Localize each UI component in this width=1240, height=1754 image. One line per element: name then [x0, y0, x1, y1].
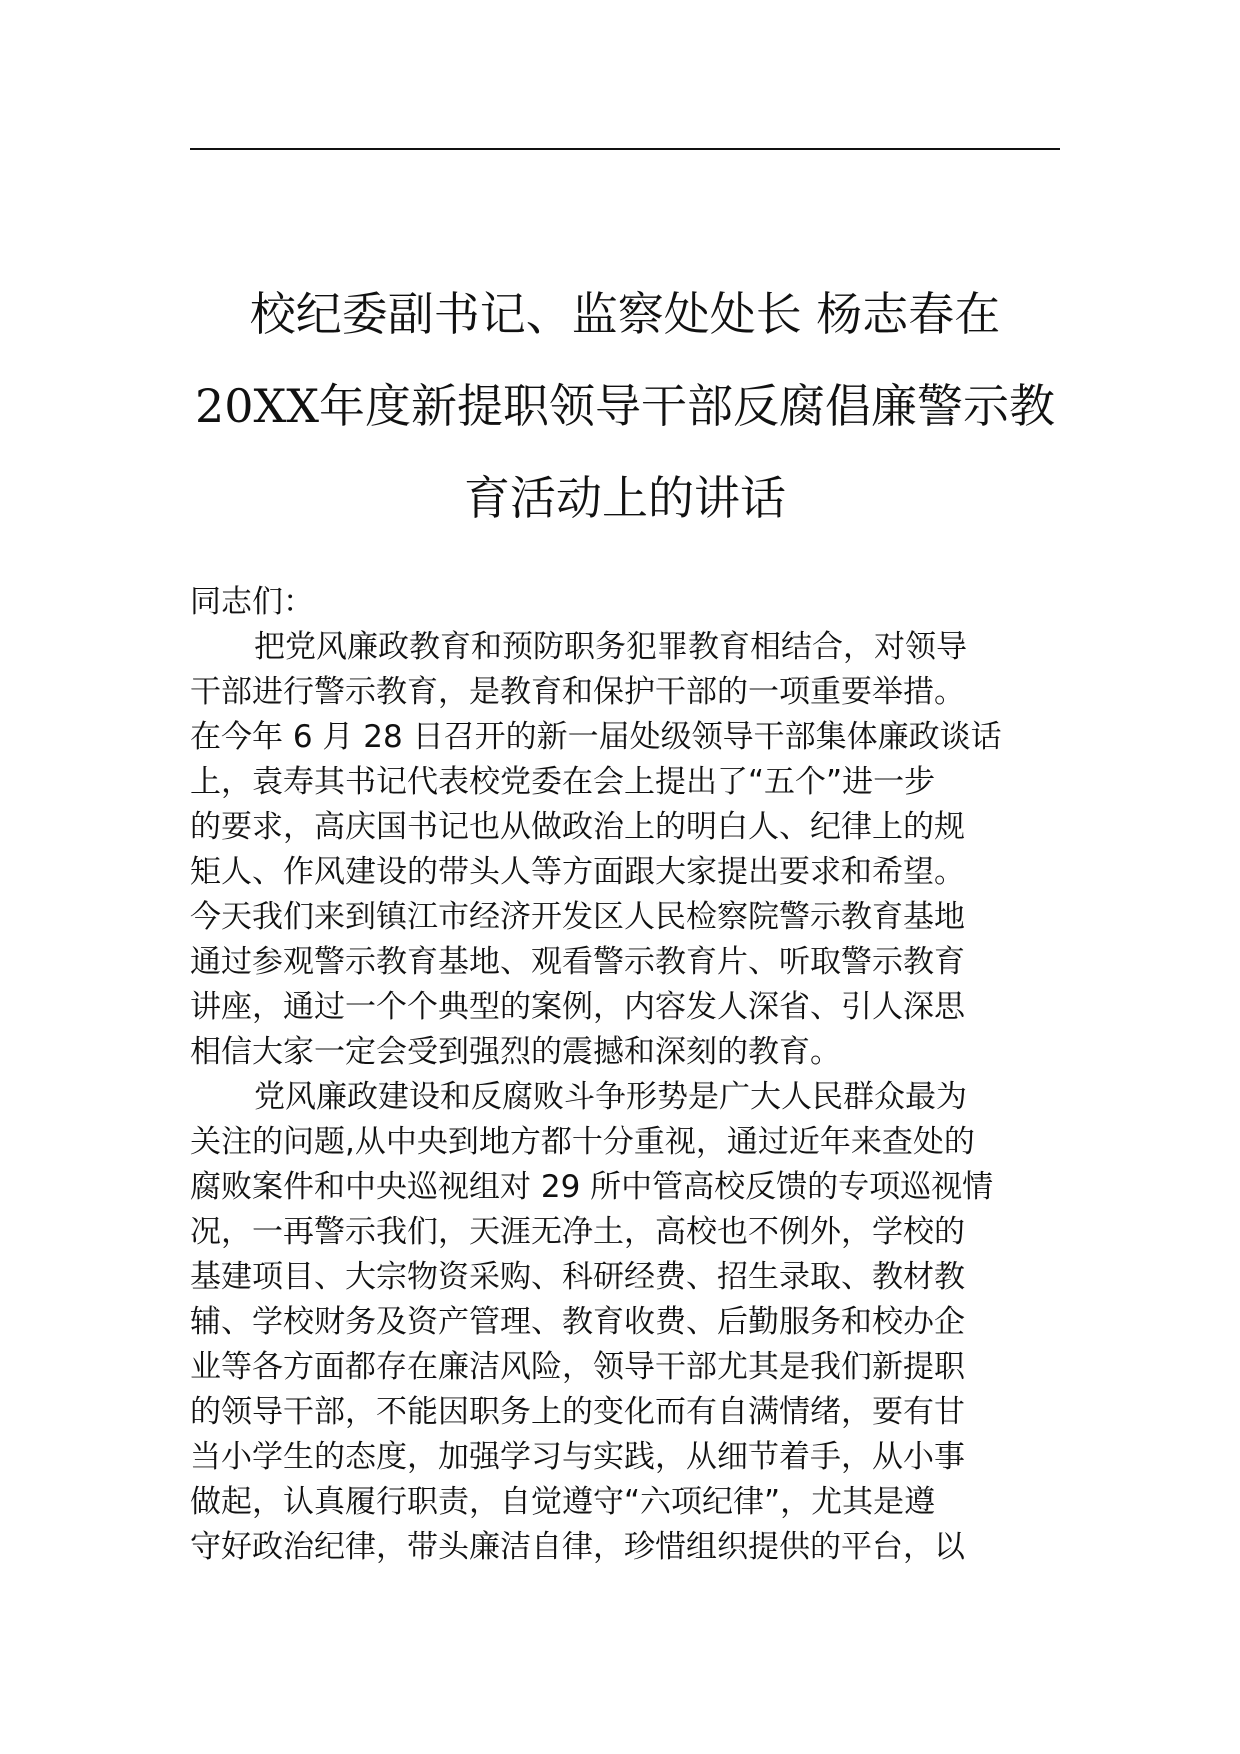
paragraph-line: 把党风廉政教育和预防职务犯罪教育相结合，对领导: [254, 629, 967, 665]
paragraph-line: 关注的问题,从中央到地方都十分重视，通过近年来查处的: [190, 1124, 975, 1160]
paragraph-line: 业等各方面都存在廉洁风险，领导干部尤其是我们新提职: [190, 1349, 965, 1385]
paragraph-line: 今天我们来到镇江市经济开发区人民检察院警示教育基地: [190, 899, 965, 935]
paragraph-1: [190, 625, 1060, 1075]
paragraph-line: 做起，认真履行职责，自觉遵守“六项纪律”，尤其是遵: [190, 1484, 936, 1520]
title-year: 20XX: [194, 379, 320, 433]
title-line-1: 校纪委副书记、监察处处长 杨志春在: [249, 287, 1001, 341]
title-line-3: 育活动上的讲话: [464, 471, 786, 525]
paragraph-line: 的要求，高庆国书记也从做政治上的明白人、纪律上的规: [190, 809, 965, 845]
salutation: 同志们：: [190, 584, 314, 620]
paragraph-line: 辅、学校财务及资产管理、教育收费、后勤服务和校办企: [190, 1304, 965, 1340]
paragraph-line: 腐败案件和中央巡视组对 29 所中管高校反馈的专项巡视情: [190, 1169, 994, 1205]
title-line-2-text: 年度新提职领导干部反腐倡廉警示教: [319, 379, 1056, 433]
paragraph-2: [190, 1075, 1060, 1570]
paragraph-line: 相信大家一定会受到强烈的震撼和深刻的教育。: [190, 1034, 841, 1070]
paragraph-line: 当小学生的态度，加强学习与实践，从细节着手，从小事: [190, 1439, 965, 1475]
paragraph-line: 基建项目、大宗物资采购、科研经费、招生录取、教材教: [190, 1259, 965, 1295]
document-body: [190, 580, 1060, 1570]
title-line-2: [150, 360, 1100, 452]
header-rule: [190, 148, 1060, 150]
document-title: [150, 268, 1100, 544]
paragraph-line: 矩人、作风建设的带头人等方面跟大家提出要求和希望。: [190, 854, 965, 890]
paragraph-line: 通过参观警示教育基地、观看警示教育片、听取警示教育: [190, 944, 965, 980]
paragraph-line: 讲座，通过一个个典型的案例，内容发人深省、引人深思: [190, 989, 965, 1025]
paragraph-line: 在今年 6 月 28 日召开的新一届处级领导干部集体廉政谈话: [190, 719, 1002, 755]
paragraph-line: 干部进行警示教育，是教育和保护干部的一项重要举措。: [190, 674, 965, 710]
paragraph-line: 党风廉政建设和反腐败斗争形势是广大人民群众最为: [254, 1079, 967, 1115]
paragraph-line: 的领导干部，不能因职务上的变化而有自满情绪，要有甘: [190, 1394, 965, 1430]
paragraph-line: 况，一再警示我们，天涯无净土，高校也不例外，学校的: [190, 1214, 965, 1250]
paragraph-line: 守好政治纪律，带头廉洁自律，珍惜组织提供的平台，以: [190, 1529, 965, 1565]
paragraph-line: 上，袁寿其书记代表校党委在会上提出了“五个”进一步: [190, 764, 936, 800]
